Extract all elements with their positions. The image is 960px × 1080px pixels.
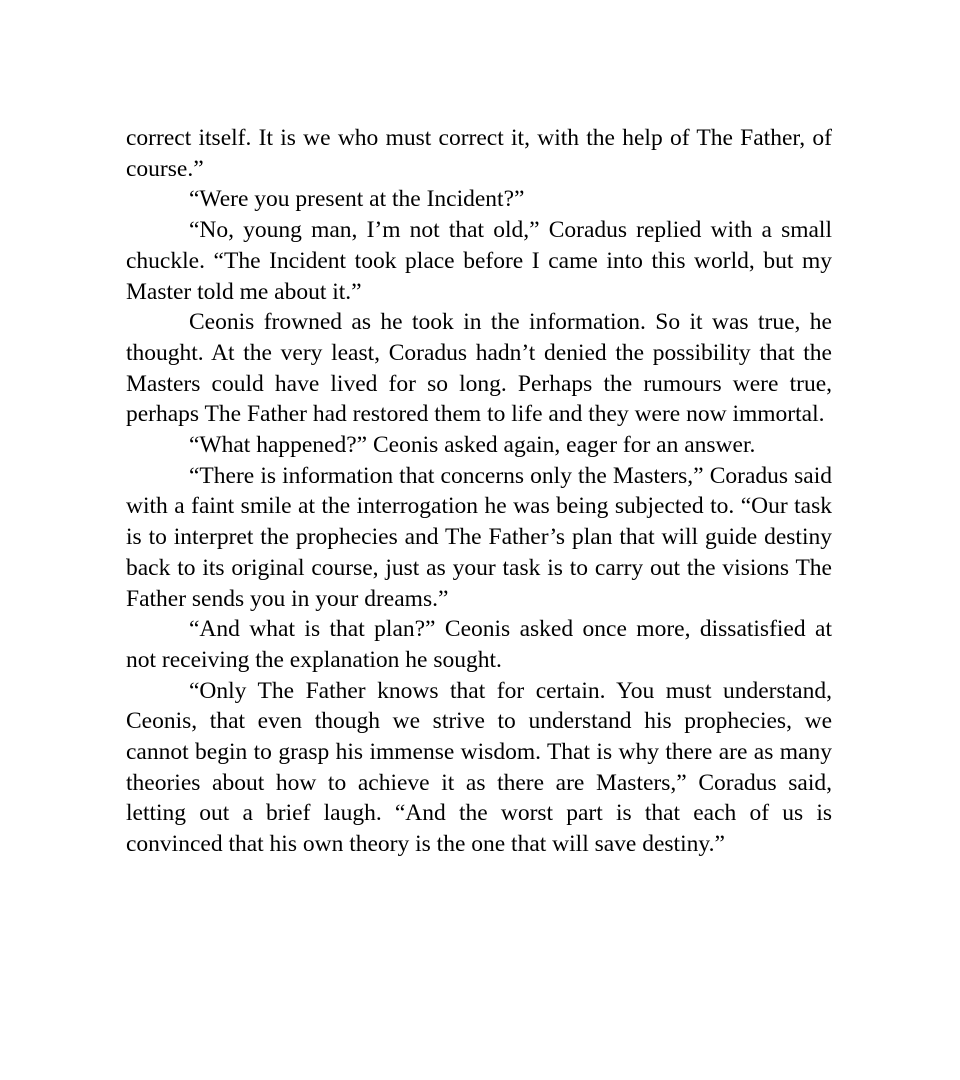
paragraph: “What happened?” Ceonis asked again, eager for an answer. [189, 432, 756, 459]
paragraph: “And what is that plan?” Ceonis asked once more, dissatisfied at not receiving the explanation he sought. [126, 616, 832, 673]
paragraph: “Were you present at the Incident?” [189, 186, 525, 213]
paragraph-continuation: correct itself. It is we who must correct it, with the help of The Father, of course.” [126, 125, 832, 182]
paragraph: “Only The Father knows that for certain. You must understand, Ceonis, that even though we strive to understand his prophecies, we cannot begin to grasp his immense wisdom. That is why there are as many theories about how to achieve it as there are Masters,” Coradus said, letting out a brief laugh. “And the worst part is that each of us is convinced that his own theory is the one that will save destiny.” [126, 677, 832, 858]
body-text [126, 123, 832, 860]
paragraph: Ceonis frowned as he took in the information. So it was true, he thought. At the very least, Coradus hadn’t denied the possibility that the Masters could have lived for so long. Perhaps the rumours were true, perhaps The Father had restored them to life and they were now immortal. [126, 309, 832, 428]
paragraph: “There is information that concerns only the Masters,” Coradus said with a faint smile at the interrogation he was being subjected to. “Our task is to interpret the prophecies and The Father’s plan that will guide destiny back to its original course, just as your task is to carry out the visions The Father sends you in your dreams.” [126, 462, 832, 612]
paragraph: “No, young man, I’m not that old,” Coradus replied with a small chuckle. “The Incident took place before I came into this world, but my Master told me about it.” [126, 217, 832, 305]
